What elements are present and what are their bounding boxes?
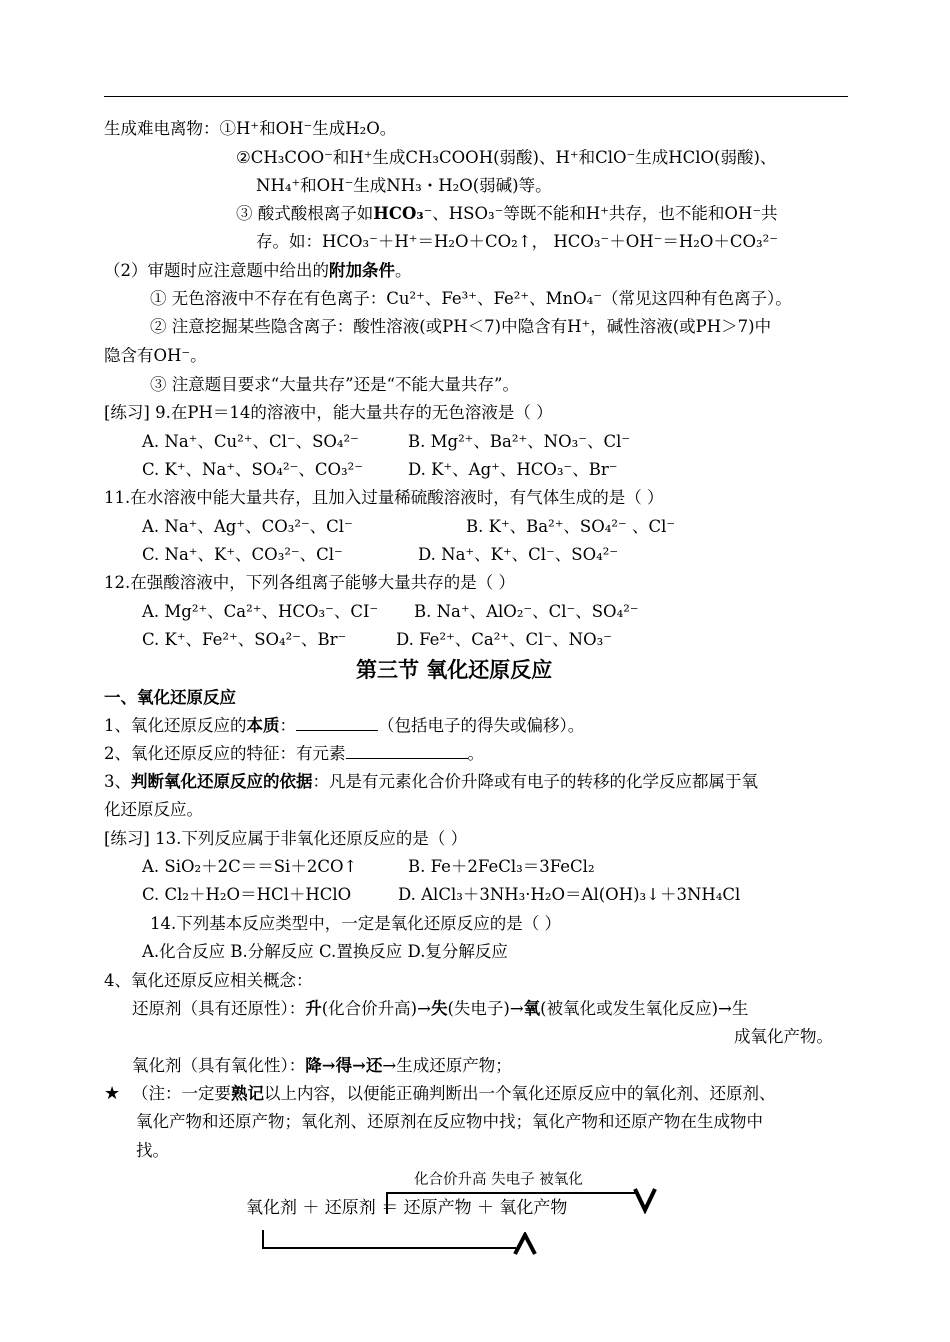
text-line: ②CH₃COO⁻和H⁺生成CH₃COOH(弱酸)、H⁺和ClO⁻生成HClO(弱酸)、 — [236, 148, 777, 167]
diagram-bottom-bracket-left — [262, 1230, 264, 1248]
text-line: ① 无色溶液中不存在有色离子：Cu²⁺、Fe³⁺、Fe²⁺、MnO₄⁻（常见这四种有色离子）。 — [150, 289, 792, 308]
text-span: 。 — [395, 261, 412, 280]
text-span: （注：一定要 — [132, 1084, 231, 1103]
heading: 一、氧化还原反应 — [104, 688, 236, 707]
arrow-up-icon — [512, 1232, 538, 1256]
option-a: A. SiO₂＋2C＝＝Si＋2CO↑ — [142, 857, 358, 876]
fill-blank — [346, 744, 468, 759]
text-line: 生成难电离物：①H⁺和OH⁻生成H₂O。 — [104, 119, 397, 138]
option-b: B. Na⁺、AlO₂⁻、Cl⁻、SO₄²⁻ — [414, 602, 639, 621]
text-line: ② 注意挖掘某些隐含离子：酸性溶液(或PH＜7)中隐含有H⁺，碱性溶液(或PH＞7)中 — [150, 317, 772, 336]
star-icon: ★ — [104, 1083, 121, 1104]
bold-text: HCO₃ — [373, 204, 424, 223]
bold-text: 附加条件 — [329, 261, 395, 280]
question-9: [练习] 9.在PH＝14的溶液中，能大量共存的无色溶液是（ ） — [104, 403, 553, 422]
option-c: C. Cl₂＋H₂O＝HCl＋HClO — [142, 885, 352, 904]
text-line — [132, 1084, 776, 1104]
text-line: 成氧化产物。 — [734, 1027, 833, 1046]
text-span: 1、氧化还原反应的 — [104, 716, 247, 735]
section-title: 第三节 氧化还原反应 — [356, 658, 553, 682]
bold-text: 本质 — [246, 716, 280, 735]
text-line: ③ 注意题目要求“大量共存”还是“不能大量共存”。 — [150, 375, 519, 394]
text-line — [104, 261, 412, 281]
bold-text: 熟记 — [231, 1084, 264, 1103]
option-b: B. K⁺、Ba²⁺、SO₄²⁻ 、Cl⁻ — [466, 517, 676, 536]
option-b: B. Mg²⁺、Ba²⁺、NO₃⁻、Cl⁻ — [408, 432, 631, 451]
text-span: 2、氧化还原反应的特征：有元素 — [104, 744, 346, 763]
option-a: A. Mg²⁺、Ca²⁺、HCO₃⁻、CI⁻ — [142, 602, 379, 621]
bold-text: 失 — [430, 999, 448, 1018]
text-span: (失电子)→ — [447, 999, 524, 1018]
header-rule — [104, 96, 848, 97]
arrow-down-icon — [632, 1186, 658, 1214]
option-d: D. Na⁺、K⁺、Cl⁻、SO₄²⁻ — [418, 545, 619, 564]
question-11: 11.在水溶液中能大量共存，且加入过量稀硫酸溶液时，有气体生成的是（ ） — [104, 488, 664, 507]
question-12: 12.在强酸溶液中，下列各组离子能够大量共存的是（ ） — [104, 573, 515, 592]
text-line: 化还原反应。 — [104, 800, 203, 819]
text-span: （2）审题时应注意题中给出的 — [104, 261, 329, 280]
option-a: A. Na⁺、Cu²⁺、Cl⁻、SO₄²⁻ — [142, 432, 359, 451]
fill-blank — [296, 716, 378, 731]
option-d: D. Fe²⁺、Ca²⁺、Cl⁻、NO₃⁻ — [396, 630, 612, 649]
text-span: ⁻、HSO₃⁻等既不能和H⁺共存，也不能和OH⁻共 — [423, 204, 778, 223]
text-span: 3、 — [104, 772, 131, 791]
text-line — [236, 204, 778, 224]
option-c: C. Na⁺、K⁺、CO₃²⁻、Cl⁻ — [142, 545, 343, 564]
option-d: D. AlCl₃＋3NH₃·H₂O＝Al(OH)₃↓＋3NH₄Cl — [398, 885, 741, 904]
option-d: D. K⁺、Ag⁺、HCO₃⁻、Br⁻ — [408, 460, 618, 479]
bold-text: 升 — [305, 999, 322, 1018]
text-line — [104, 744, 484, 764]
text-line: 4、氧化还原反应相关概念： — [104, 971, 313, 990]
diagram-top-label: 化合价升高 失电子 被氧化 — [414, 1172, 583, 1188]
text-span: 以上内容，以便能正确判断出一个氧化还原反应中的氧化剂、还原剂、 — [264, 1084, 776, 1103]
diagram-top-bracket — [386, 1192, 638, 1194]
text-line: 找。 — [136, 1141, 169, 1160]
bold-text: 降→得→还 — [305, 1056, 383, 1075]
text-line: 隐含有OH⁻。 — [104, 346, 207, 365]
diagram-bottom-bracket — [262, 1247, 516, 1249]
text-span: →生成还原产物； — [382, 1056, 512, 1075]
text-span: (化合价升高)→ — [321, 999, 431, 1018]
question-13: [练习] 13.下列反应属于非氧化还原反应的是（ ） — [104, 829, 468, 848]
text-span: ： — [279, 716, 296, 735]
text-span: ：凡是有元素化合价升降或有电子的转移的化学反应都属于氧 — [312, 772, 758, 791]
diagram-equation: 氧化剂 ＋ 还原剂 ＝ 还原产物 ＋ 氧化产物 — [246, 1198, 568, 1218]
text-span: 还原剂（具有还原性）： — [132, 999, 306, 1018]
text-line: NH₄⁺和OH⁻生成NH₃・H₂O(弱碱)等。 — [256, 176, 552, 195]
option-c: C. K⁺、Na⁺、SO₄²⁻、CO₃²⁻ — [142, 460, 363, 479]
text-line — [104, 716, 584, 736]
text-span: (被氧化或发生氧化反应)→生 — [540, 999, 749, 1018]
option-b: B. Fe＋2FeCl₃＝3FeCl₂ — [408, 857, 595, 876]
option-a: A. Na⁺、Ag⁺、CO₃²⁻、Cl⁻ — [142, 517, 353, 536]
options: A.化合反应 B.分解反应 C.置换反应 D.复分解反应 — [142, 942, 508, 961]
question-14: 14.下列基本反应类型中，一定是氧化还原反应的是（ ） — [150, 914, 561, 933]
text-line — [132, 999, 748, 1019]
text-span: 。 — [467, 744, 484, 763]
text-line — [104, 772, 758, 792]
text-span: （包括电子的得失或偏移）。 — [378, 716, 585, 735]
text-line — [132, 1056, 512, 1076]
bold-text: 氧 — [523, 999, 541, 1018]
text-span: 氧化剂（具有氧化性）： — [132, 1056, 306, 1075]
text-line: 氧化产物和还原产物；氧化剂、还原剂在反应物中找；氧化产物和还原产物在生成物中 — [136, 1112, 763, 1131]
bold-text: 判断氧化还原反应的依据 — [131, 772, 313, 791]
option-c: C. K⁺、Fe²⁺、SO₄²⁻、Br⁻ — [142, 630, 347, 649]
text-span: ③ 酸式酸根离子如 — [236, 204, 374, 223]
text-line: 存。如：HCO₃⁻＋H⁺＝H₂O＋CO₂↑， HCO₃⁻＋OH⁻＝H₂O＋CO₃²⁻ — [256, 232, 778, 251]
